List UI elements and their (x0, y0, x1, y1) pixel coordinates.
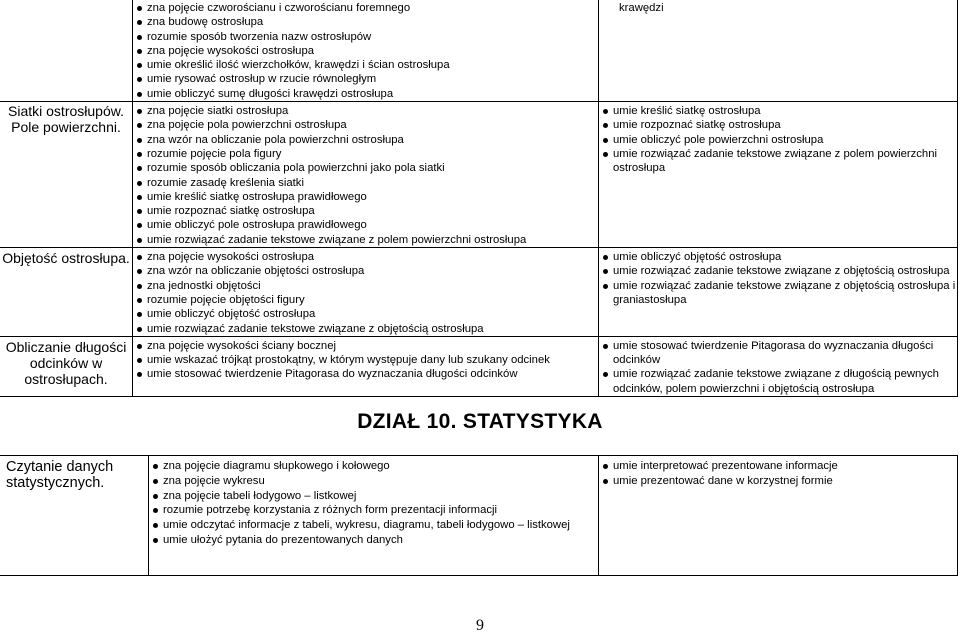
list-item: zna pojęcie wysokości ostrosłupa (133, 44, 598, 58)
topic-line: Czytanie danych (6, 459, 114, 475)
topic-cell (0, 248, 133, 337)
list-item: umie określić ilość wierzchołków, krawędzi i ścian ostrosłupa (133, 58, 598, 72)
section-heading: DZIAŁ 10. STATYSTYKA (357, 410, 603, 433)
list-item: umie rozwiązać zadanie tekstowe związane z objętością ostrosłupa (133, 322, 598, 336)
list-item: umie rozwiązać zadanie tekstowe związane z długością pewnych odcinków, polem powierzchni i objętością ostrosłupa (599, 367, 957, 396)
table-row (0, 456, 958, 576)
list-item: zna pojęcie siatki ostrosłupa (133, 104, 598, 118)
list-item: umie obliczyć pole ostrosłupa prawidłowego (133, 218, 598, 232)
topic-cell (0, 336, 133, 396)
table-row (0, 336, 958, 396)
extended-requirements-cell (599, 456, 958, 576)
list-item: umie obliczyć pole powierzchni ostrosłupa (599, 133, 957, 147)
list-item: zna pojęcie wysokości ściany bocznej (133, 339, 598, 353)
list-item: umie obliczyć objętość ostrosłupa (133, 307, 598, 321)
list-item: rozumie sposób tworzenia nazw ostrosłupów (133, 30, 598, 44)
list-item: rozumie potrzebę korzystania z różnych form prezentacji informacji (149, 503, 598, 518)
list-item: umie kreślić siatkę ostrosłupa prawidłowego (133, 190, 598, 204)
list-item: umie ułożyć pytania do prezentowanych danych (149, 533, 598, 548)
list-item: umie rozwiązać zadanie tekstowe związane z polem powierzchni ostrosłupa (133, 233, 598, 247)
topic-cell (0, 0, 133, 102)
basic-requirements-cell (133, 248, 599, 337)
list-item: zna pojęcie tabeli łodygowo – listkowej (149, 489, 598, 504)
list-item: zna budowę ostrosłupa (133, 15, 598, 29)
list-item: rozumie pojęcie objętości figury (133, 293, 598, 307)
list-item: umie stosować twierdzenie Pitagorasa do wyznaczania długości odcinków (599, 339, 957, 368)
extended-requirements-cell (599, 336, 958, 396)
list-item: umie rozwiązać zadanie tekstowe związane z objętością ostrosłupa (599, 264, 957, 278)
list-item: zna pojęcie pola powierzchni ostrosłupa (133, 118, 598, 132)
table-row (0, 248, 958, 337)
table-row (0, 0, 958, 102)
list-item: umie wskazać trójkąt prostokątny, w którym występuje dany lub szukany odcinek (133, 353, 598, 367)
list-item: rozumie pojęcie pola figury (133, 147, 598, 161)
list-item: umie rozwiązać zadanie tekstowe związane z objętością ostrosłupa i graniastosłupa (599, 279, 957, 308)
topic-line: statystycznych. (6, 475, 105, 491)
list-item: umie rozpoznać siatkę ostrosłupa (133, 204, 598, 218)
page-number: 9 (476, 617, 484, 634)
extended-requirements-cell (599, 102, 958, 248)
list-item: zna jednostki objętości (133, 279, 598, 293)
list-item: umie rozpoznać siatkę ostrosłupa (599, 118, 957, 132)
list-item: umie odczytać informacje z tabeli, wykresu, diagramu, tabeli łodygowo – listkowej (149, 518, 598, 533)
list-item: umie rysować ostrosłup w rzucie równoległym (133, 72, 598, 86)
topic-line: Pole powierzchni. (11, 119, 121, 136)
list-item: umie obliczyć objętość ostrosłupa (599, 250, 957, 264)
list-item: umie obliczyć sumę długości krawędzi ostrosłupa (133, 87, 598, 101)
list-item: zna wzór na obliczanie objętości ostrosłupa (133, 264, 598, 278)
list-item: zna wzór na obliczanie pola powierzchni ostrosłupa (133, 133, 598, 147)
list-item: zna pojęcie czworościanu i czworościanu foremnego (133, 1, 598, 15)
list-item: zna pojęcie wykresu (149, 474, 598, 489)
topic-line: odcinków w (29, 354, 103, 371)
list-item: rozumie sposób obliczania pola powierzchni jako pola siatki (133, 161, 598, 175)
topic-line: ostrosłupach. (24, 370, 108, 387)
topic-cell (0, 456, 149, 576)
list-item: rozumie zasadę kreślenia siatki (133, 176, 598, 190)
extended-requirements-cell (599, 0, 958, 102)
table-row (0, 102, 958, 248)
continued-text: krawędzi (619, 2, 664, 14)
list-item: umie kreślić siatkę ostrosłupa (599, 104, 957, 118)
list-item: umie rozwiązać zadanie tekstowe związane z polem powierzchni ostrosłupa (599, 147, 957, 176)
topic-line: Obliczanie długości (5, 338, 127, 355)
list-item: umie interpretować prezentowane informacje (599, 459, 957, 474)
list-item: umie stosować twierdzenie Pitagorasa do wyznaczania długości odcinków (133, 367, 598, 381)
requirements-table-statistics (0, 455, 958, 576)
basic-requirements-cell (149, 456, 599, 576)
list-item: umie prezentować dane w korzystnej formie (599, 474, 957, 489)
topic-line: Siatki ostrosłupów. (8, 103, 124, 120)
topic-line: Objętość ostrosłupa. (2, 250, 130, 267)
basic-requirements-cell (133, 102, 599, 248)
extended-requirements-cell (599, 248, 958, 337)
basic-requirements-cell (133, 0, 599, 102)
list-item: zna pojęcie diagramu słupkowego i kołowego (149, 459, 598, 474)
topic-cell (0, 102, 133, 248)
basic-requirements-cell (133, 336, 599, 396)
list-item: zna pojęcie wysokości ostrosłupa (133, 250, 598, 264)
